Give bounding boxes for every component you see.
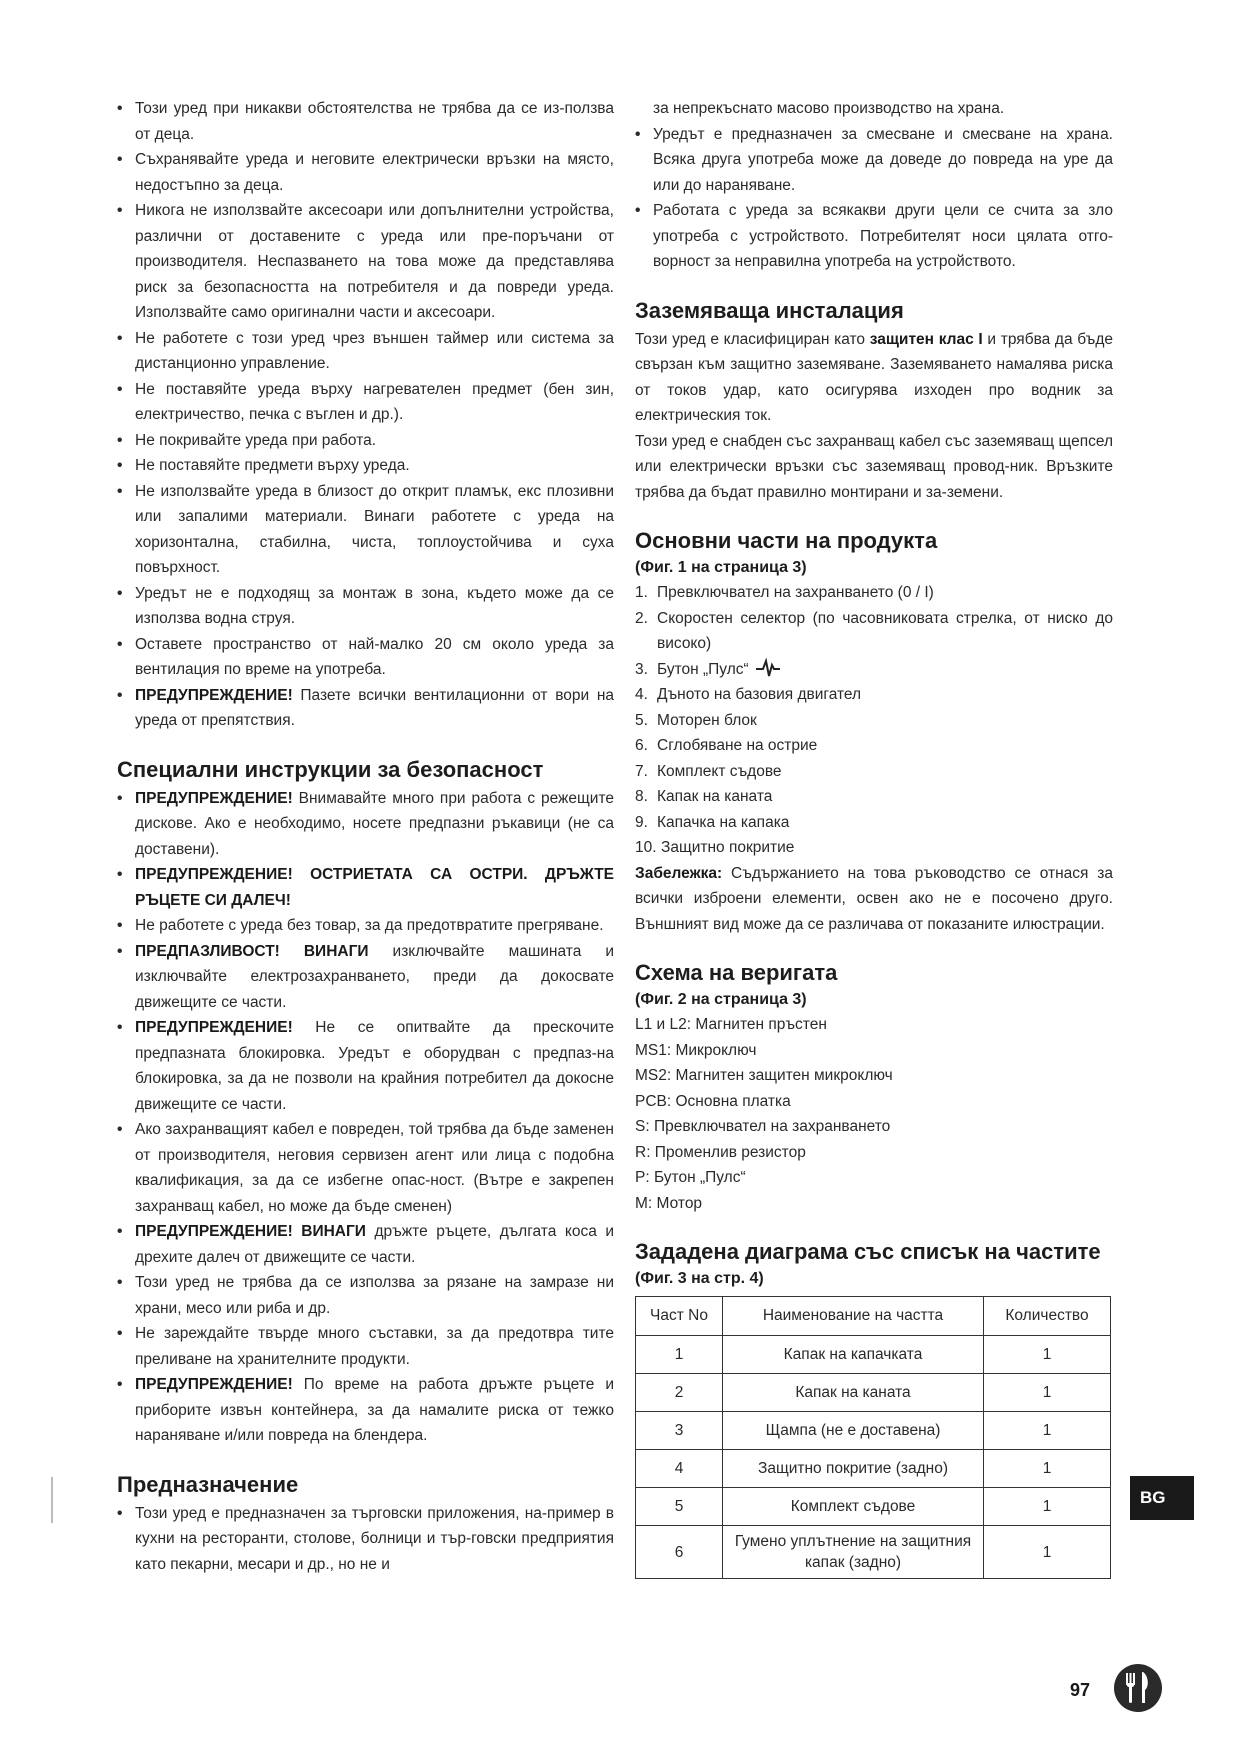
pulse-wave-icon <box>755 658 781 678</box>
grounding-heading: Заземяваща инсталация <box>635 297 904 323</box>
parts-table-figure-ref: (Фиг. 3 на стр. 4) <box>635 1270 764 1287</box>
language-tab: BG <box>1130 1476 1194 1520</box>
cutlery-logo-icon <box>1113 1663 1163 1713</box>
table-cell: 1 <box>984 1450 1111 1488</box>
col-header-quantity: Количество <box>984 1297 1111 1336</box>
table-header-row <box>636 1297 1111 1336</box>
table-row <box>636 1336 1111 1374</box>
purpose-bullet: • Уредът е предназначен за смесване и смесване на храна. Всяка друга употреба може да доведе до повреда на уре да или до нараняване. <box>635 125 1113 194</box>
left-column <box>117 96 614 1577</box>
table-cell: 1 <box>984 1526 1111 1579</box>
list-item: 9. Капачка на капака <box>635 813 790 831</box>
table-row <box>636 1374 1111 1412</box>
list-item: 7. Комплект съдове <box>635 762 782 780</box>
table-cell: 3 <box>636 1412 723 1450</box>
safety-bullet: • Уредът не е подходящ за монтаж в зона, където може да се използва водна струя. <box>117 584 614 627</box>
table-cell: Капак на капачката <box>723 1336 984 1374</box>
list-item: MS1: Микроключ <box>635 1041 757 1059</box>
table-cell: 2 <box>636 1374 723 1412</box>
table-cell: 1 <box>636 1336 723 1374</box>
purpose-bullet: • Работата с уреда за всякакви други цели се счита за зло употреба с устройството. Потребителят носи цялата отго-ворност за неправилна употреба на устройството. <box>635 202 1113 270</box>
table-cell: 1 <box>984 1336 1111 1374</box>
table-cell: Щампа (не е доставена) <box>723 1412 984 1450</box>
table-cell: 1 <box>984 1488 1111 1526</box>
special-bullet: • ПРЕДПАЗЛИВОСТ! ВИНАГИ изключвайте машината и изключвайте електрозахранването, преди да докосвате движещите се части. <box>117 942 615 1011</box>
table-cell: 5 <box>636 1488 723 1526</box>
special-bullet: • ПРЕДУПРЕЖДЕНИЕ! ОСТРИЕТАТА СА ОСТРИ. ДРЪЖТЕ РЪЦЕТЕ СИ ДАЛЕЧ! <box>117 866 614 909</box>
list-item: 5. Моторен блок <box>635 711 757 729</box>
special-bullet: • ПРЕДУПРЕЖДЕНИЕ! Не се опитвайте да прескочите предпазната блокировка. Уредът е оборудван с предпаз-на блокировка, за да не позволи на крайния потребител да докосне движещите се части. <box>117 1019 614 1113</box>
grounding-paragraph: Този уред е снабден със захранващ кабел със заземяващ щепсел или електрически връзки със заземяващ провод-ник. Връзките трябва да бъдат правилно монтирани и за-земени. <box>635 432 1113 501</box>
col-header-part-no: Част No <box>636 1297 723 1336</box>
list-item: 8. Капак на каната <box>635 788 773 805</box>
purpose-bullet: • Този уред е предназначен за търговски приложения, на-пример в кухни на ресторанти, столове, болници и тър-говски предприятия като пекарни, месари и др., но не и <box>117 1504 614 1573</box>
parts-list <box>635 580 1113 861</box>
circuit-heading: Схема на веригата <box>635 960 838 985</box>
list-item: S: Превключвател на захранването <box>635 1118 891 1135</box>
safety-bullet: • Не използвайте уреда в близост до открит пламък, екс плозивни или запалими материали. Винаги работете с уреда на хоризонтална, стабилна, чиста, топлоустойчива и суха повърхност. <box>117 482 614 576</box>
circuit-list <box>635 1012 1113 1216</box>
list-item: R: Променлив резистор <box>635 1143 806 1161</box>
list-item: PCB: Основна платка <box>635 1092 791 1110</box>
circuit-figure-ref: (Фиг. 2 на страница 3) <box>635 991 807 1008</box>
list-item: 3. Бутон „Пулс“ <box>635 657 1113 683</box>
list-item: 2. Скоростен селектор (по часовниковата стрелка, от ниско до високо) <box>635 609 1113 652</box>
parts-figure-ref: (Фиг. 1 на страница 3) <box>635 559 807 576</box>
special-bullet: • ПРЕДУПРЕЖДЕНИЕ! ВИНАГИ дръжте ръцете, дългата коса и дрехите далеч от движещите се части. <box>117 1223 614 1266</box>
special-bullet: • Не зареждайте твърде много съставки, за да предотвра тите преливане на хранителните продукти. <box>117 1325 614 1368</box>
table-row <box>636 1412 1111 1450</box>
list-item: 4. Дъното на базовия двигател <box>635 686 862 703</box>
table-cell: Капак на каната <box>723 1374 984 1412</box>
table-cell: Гумено уплътнение на защитния капак (задно) <box>723 1526 984 1579</box>
special-safety-heading: Специални инструкции за безопасност <box>117 756 544 782</box>
table-cell: Защитно покритие (задно) <box>723 1450 984 1488</box>
table-cell: 1 <box>984 1412 1111 1450</box>
table-row <box>636 1488 1111 1526</box>
purpose-continuation: за непрекъснато масово производство на храна. <box>653 100 1005 117</box>
parts-table <box>635 1296 1111 1579</box>
list-item: 10. Защитно покритие <box>635 839 795 856</box>
safety-bullet: • Съхранявайте уреда и неговите електрически връзки на място, недостъпно за деца. <box>117 151 614 194</box>
safety-bullet: • Не покривайте уреда при работа. <box>117 431 377 449</box>
safety-bullet: • Никога не използвайте аксесоари или допълнителни устройства, различни от доставените с уреда или пре-поръчани от производителя. Неспазването на това може да представлява риск за безопасността на потребителя и да повреди уреда. Използвайте само оригинални части и аксесоари. <box>117 202 614 321</box>
safety-bullet: • Не поставяйте предмети върху уреда. <box>117 457 410 474</box>
list-item: P: Бутон „Пулс“ <box>635 1169 746 1186</box>
list-item: 1. Превключвател на захранването (0 / I) <box>635 584 934 601</box>
safety-bullet: • Оставете пространство от най-малко 20 см около уреда за вентилация по време на употреба. <box>117 635 614 678</box>
col-header-part-name: Наименование на частта <box>723 1297 984 1336</box>
list-item: MS2: Магнитен защитен микроключ <box>635 1067 893 1084</box>
list-item: M: Мотор <box>635 1194 703 1212</box>
margin-line <box>51 1477 53 1523</box>
table-cell: 1 <box>984 1374 1111 1412</box>
parts-table-heading: Зададена диаграма със списък на частите <box>635 1239 1101 1264</box>
grounding-paragraph: Този уред е класифициран като защитен клас I и трябва да бъде свързан към защитно заземяване. Заземяването намалява риска от токов удар, като осигурява изходен про водник за електрическия ток. <box>635 330 1113 424</box>
list-item: L1 и L2: Магнитен пръстен <box>635 1016 827 1033</box>
special-bullet: • ПРЕДУПРЕЖДЕНИЕ! По време на работа дръжте ръцете и приборите извън контейнера, за да намалите риска от тежко нараняване и/или повреда на блендера. <box>117 1376 614 1444</box>
special-bullet: • Ако захранващият кабел е повреден, той трябва да бъде заменен от производителя, неговия сервизен агент или лица с подобна квалификация, за да се избегне опас-ност. (Вътре е закрепен захранващ кабел, но може да бъде сменен) <box>117 1121 614 1215</box>
safety-bullet: • Не работете с този уред чрез външен таймер или система за дистанционно управление. <box>117 329 614 372</box>
special-bullet: • Не работете с уреда без товар, за да предотвратите прегряване. <box>117 917 604 934</box>
list-item: 6. Сглобяване на острие <box>635 737 818 754</box>
purpose-heading: Предназначение <box>117 1471 299 1497</box>
safety-bullet: • Не поставяйте уреда върху нагревателен предмет (бен зин, електричество, печка с въглен и др.). <box>117 380 614 423</box>
page-number: 97 <box>1070 1680 1091 1700</box>
table-cell: Комплект съдове <box>723 1488 984 1526</box>
table-cell: 4 <box>636 1450 723 1488</box>
special-bullet: • ПРЕДУПРЕЖДЕНИЕ! Внимавайте много при работа с режещите дискове. Ако е необходимо, носете предпазни ръкавици (не са доставени). <box>117 789 614 858</box>
parts-heading: Основни части на продукта <box>635 528 938 553</box>
safety-bullet: • ПРЕДУПРЕЖДЕНИЕ! Пазете всички вентилационни от вори на уреда от препятствия. <box>117 686 614 729</box>
right-column <box>635 96 1113 1579</box>
table-cell: 6 <box>636 1526 723 1579</box>
special-bullet: • Този уред не трябва да се използва за рязане на замразе ни храни, месо или риба и др. <box>117 1274 614 1317</box>
table-row <box>636 1450 1111 1488</box>
note-paragraph: Забележка: Съдържанието на това ръководство се отнася за всички изброени елементи, освен ако не е посочено друго. Външният вид може да се различава от показаните илюстрации. <box>635 864 1113 933</box>
safety-bullet: • Този уред при никакви обстоятелства не трябва да се из-ползва от деца. <box>117 100 614 143</box>
table-row <box>636 1526 1111 1579</box>
